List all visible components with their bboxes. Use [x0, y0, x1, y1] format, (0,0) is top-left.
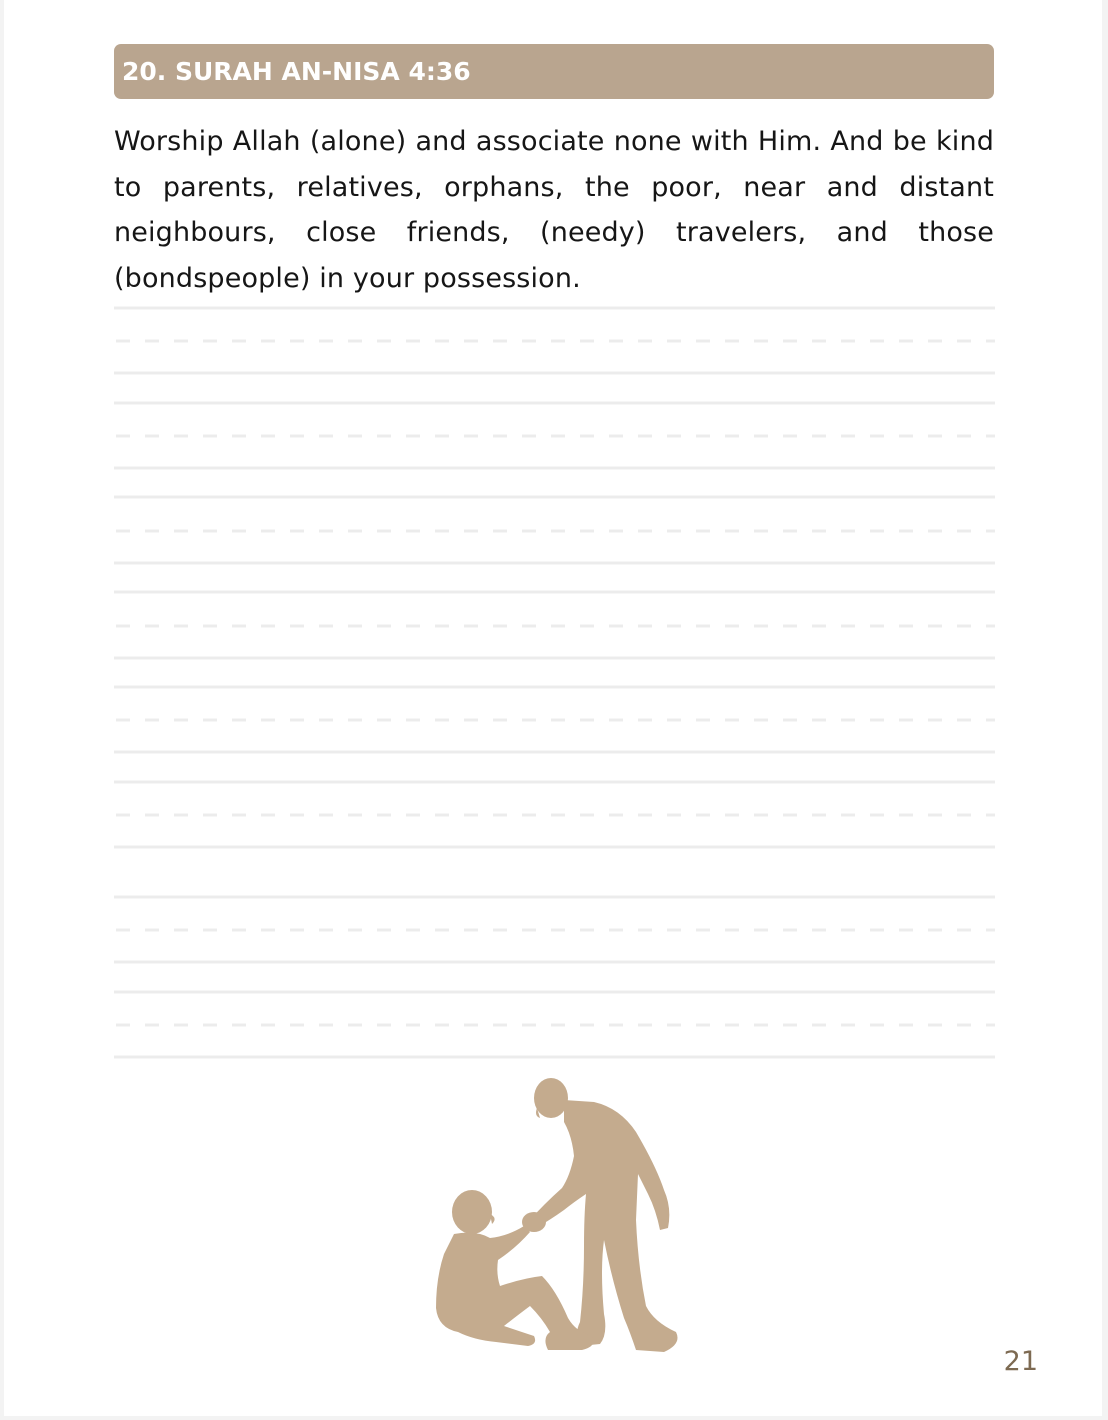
handwriting-practice-lines [114, 0, 995, 1100]
worksheet-page [4, 0, 1102, 1416]
helping-hand-silhouette-icon [424, 1070, 694, 1360]
section-title: 20. SURAH AN-NISA 4:36 [122, 57, 471, 86]
page-number: 21 [1003, 1346, 1038, 1377]
verse-text: Worship Allah (alone) and associate none with Him. And be kind to parents, relatives, orphans, the poor, near and distant neighbours, close friends, (needy) travelers, and those (bondspeople) in your possession. [114, 126, 994, 294]
